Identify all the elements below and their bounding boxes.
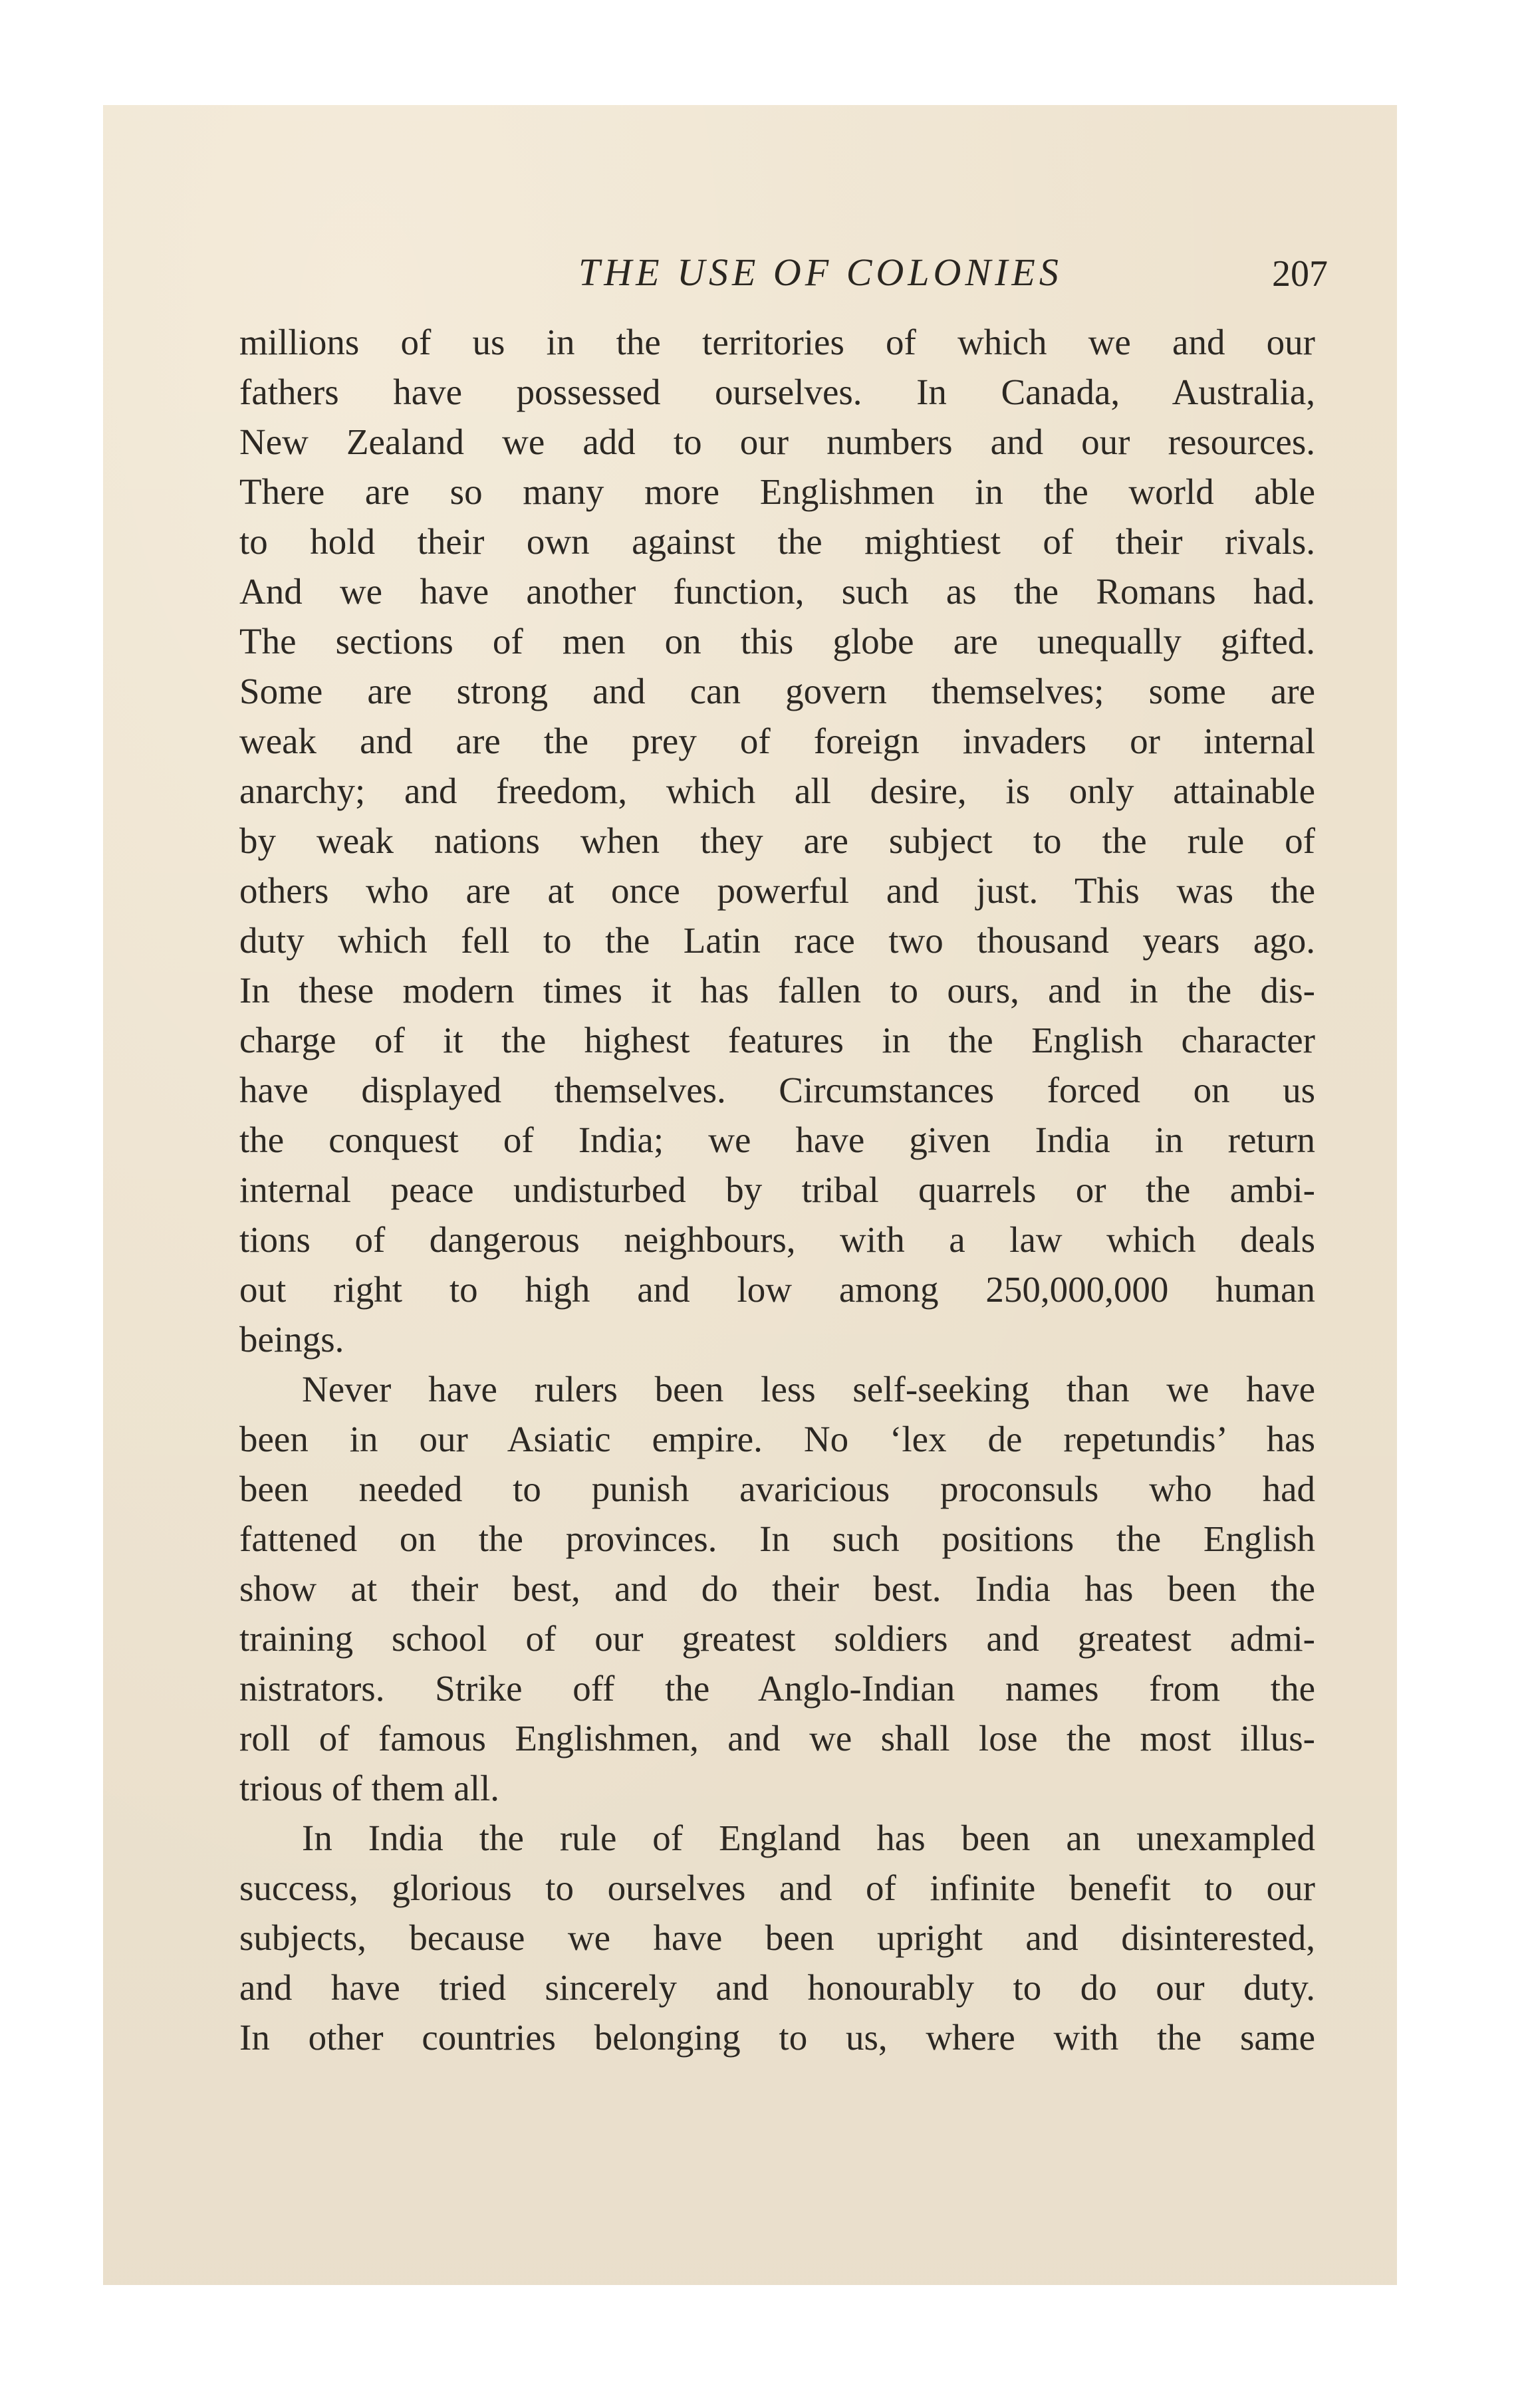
text-line: In these modern times it has fallen to ours, and in the dis- bbox=[239, 970, 1315, 1011]
text-line: beings. bbox=[239, 1319, 344, 1360]
text-line: trious of them all. bbox=[239, 1768, 500, 1808]
text-line: fattened on the provinces. In such positions the English bbox=[239, 1518, 1315, 1559]
text-line: subjects, because we have been upright and disinterested, bbox=[239, 1917, 1315, 1958]
text-line: been in our Asiatic empire. No ‘lex de repetundis’ has bbox=[239, 1419, 1315, 1459]
text-line: nistrators. Strike off the Anglo-Indian names from the bbox=[239, 1668, 1315, 1709]
text-line: tions of dangerous neighbours, with a law which deals bbox=[239, 1219, 1315, 1260]
text-line: millions of us in the territories of which we and our bbox=[239, 322, 1315, 362]
text-line: anarchy; and freedom, which all desire, is only attainable bbox=[239, 771, 1315, 811]
text-line: In other countries belonging to us, where with the same bbox=[239, 2017, 1315, 2058]
text-line: out right to high and low among 250,000,000 human bbox=[239, 1269, 1315, 1310]
text-line: been needed to punish avaricious proconsuls who had bbox=[239, 1469, 1315, 1509]
text-line: by weak nations when they are subject to the rule of bbox=[239, 820, 1315, 861]
text-line: others who are at once powerful and just. This was the bbox=[239, 870, 1315, 911]
text-line: In India the rule of England has been an unexampled bbox=[302, 1818, 1315, 1858]
text-line: roll of famous Englishmen, and we shall lose the most illus- bbox=[239, 1718, 1315, 1758]
text-line: and have tried sincerely and honourably to do our duty. bbox=[239, 1967, 1315, 2008]
text-line: duty which fell to the Latin race two thousand years ago. bbox=[239, 920, 1315, 961]
text-line: internal peace undisturbed by tribal quarrels or the ambi- bbox=[239, 1169, 1315, 1210]
text-line: weak and are the prey of foreign invaders or internal bbox=[239, 721, 1315, 761]
text-line: The sections of men on this globe are unequally gifted. bbox=[239, 621, 1315, 662]
text-line: Some are strong and can govern themselves; some are bbox=[239, 671, 1315, 711]
text-line: There are so many more Englishmen in the world able bbox=[239, 471, 1315, 512]
body-text bbox=[239, 317, 1315, 2062]
running-title: THE USE OF COLONIES bbox=[578, 251, 1063, 294]
text-line: And we have another function, such as the Romans had. bbox=[239, 571, 1315, 612]
text-line: have displayed themselves. Circumstances forced on us bbox=[239, 1070, 1315, 1110]
page-number: 207 bbox=[1272, 253, 1328, 295]
text-line: to hold their own against the mightiest of their rivals. bbox=[239, 521, 1315, 562]
text-line: fathers have possessed ourselves. In Canada, Australia, bbox=[239, 372, 1315, 412]
text-line: training school of our greatest soldiers and greatest admi- bbox=[239, 1618, 1315, 1659]
text-line: show at their best, and do their best. India has been the bbox=[239, 1568, 1315, 1609]
text-line: charge of it the highest features in the English character bbox=[239, 1020, 1315, 1060]
page-header bbox=[269, 250, 1328, 297]
text-line: Never have rulers been less self-seeking than we have bbox=[302, 1369, 1315, 1409]
text-line: success, glorious to ourselves and of infinite benefit to our bbox=[239, 1867, 1315, 1908]
book-page bbox=[103, 105, 1397, 2285]
text-line: New Zealand we add to our numbers and our resources. bbox=[239, 421, 1315, 462]
text-line: the conquest of India; we have given India in return bbox=[239, 1120, 1315, 1160]
